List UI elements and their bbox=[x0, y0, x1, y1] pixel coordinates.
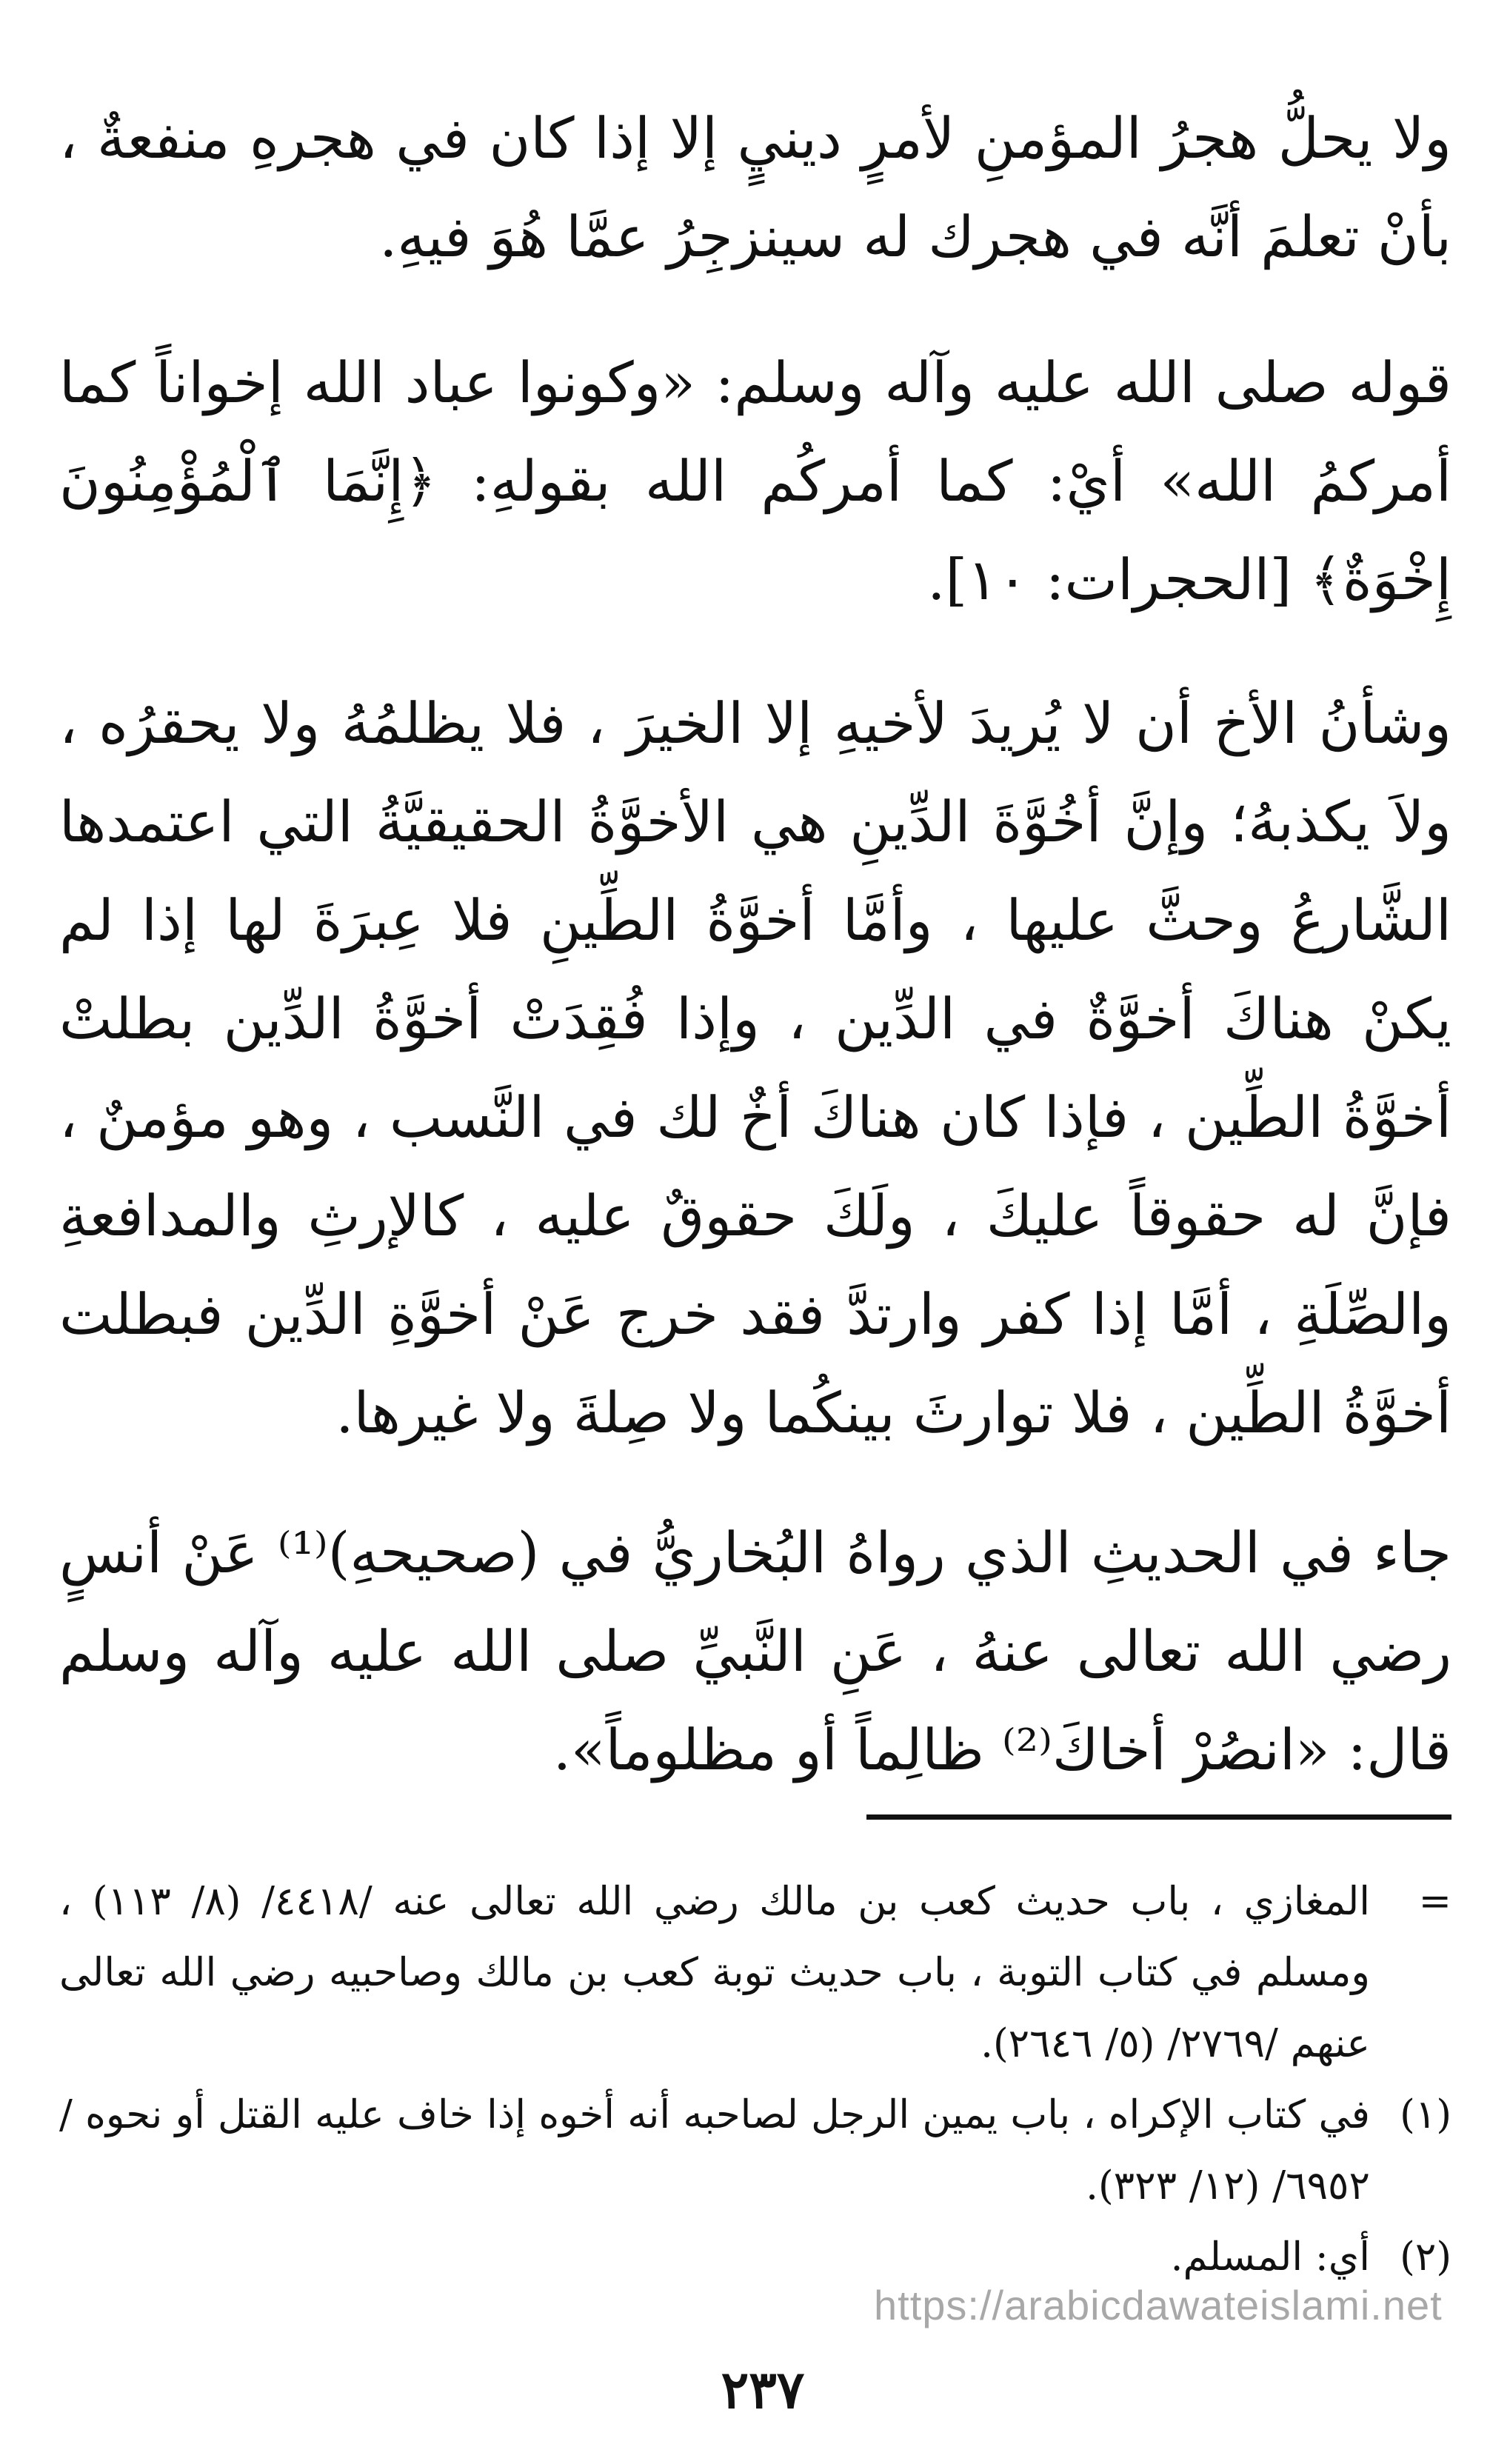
page-number: ٢٣٧ bbox=[721, 2359, 805, 2420]
book-page bbox=[59, 30, 1451, 2444]
footnote-marker: (٢) bbox=[1400, 2234, 1451, 2280]
watermark-url: https://arabicdawateislami.net bbox=[874, 2282, 1443, 2328]
footnote-marker: = bbox=[1418, 1879, 1451, 1924]
footnote-text: المغازي ، باب حديث كعب بن مالك رضي الله تعالى عنه /٤٤١٨/ (٨/ ١١٣) ، ومسلم في كتاب التوبة ، باب حديث توبة كعب بن مالك وصاحبيه رضي الله تعالى عنهم /٢٧٦٩/ (٥/ ٢٦٤٦). bbox=[59, 1879, 1370, 2066]
footnote-text: أي: المسلم. bbox=[1170, 2234, 1370, 2280]
paragraph-hijr: ولا يحلُّ هجرُ المؤمنِ لأمرٍ دينيٍ إلا إذا كان في هجرهِ منفعةٌ ، بأنْ تعلمَ أنَّه في هجرك له سينزجِرُ عمَّا هُوَ فيهِ. bbox=[59, 105, 1451, 270]
footnote-continuation bbox=[59, 1866, 1451, 2080]
paragraph-hadith-bukhari: جاء في الحديثِ الذي رواهُ البُخاريُّ في (صحيحهِ)⁽¹⁾ عَنْ أنسٍ رضي الله تعالى عنهُ ، عَنِ النَّبيِّ صلى الله عليه وآله وسلم قال: «انصُرْ أخاكَ⁽²⁾ ظالِماً أو مظلوماً». bbox=[59, 1520, 1451, 1783]
footnote-text: في كتاب الإكراه ، باب يمين الرجل لصاحبه أنه أخوه إذا خاف عليه القتل أو نحوه /٦٩٥٢/ (١٢/ ٣٢٣). bbox=[59, 2092, 1370, 2208]
footnote-1 bbox=[59, 2080, 1451, 2222]
paragraph-religious-brotherhood: وشأنُ الأخ أن لا يُريدَ لأخيهِ إلا الخيرَ ، فلا يظلمُهُ ولا يحقرُه ، ولاَ يكذبهُ؛ وإنَّ أخُوَّةَ الدِّينِ هي الأخوَّةُ الحقيقيَّةُ التي اعتمدها الشَّارعُ وحثَّ عليها ، وأمَّا أخوَّةُ الطِّينِ فلا عِبرَةَ لها إذا لم يكنْ هناكَ أخوَّةٌ في الدِّين ، وإذا فُقِدَتْ أخوَّةُ الدِّين بطلتْ أخوَّةُ الطِّين ، فإذا كان هناكَ أخٌ لك في النَّسب ، وهو مؤمنٌ ، فإنَّ له حقوقاً عليكَ ، ولَكَ حقوقٌ عليه ، كالإرثِ والمدافعةِ والصِّلَةِ ، أمَّا إذا كفر وارتدَّ فقد خرج عَنْ أخوَّةِ الدِّين فبطلت أخوَّةُ الطِّين ، فلا توارثَ بينكُما ولا صِلةَ ولا غيرها. bbox=[59, 690, 1451, 1446]
paragraph-brotherhood-verse: قوله صلى الله عليه وآله وسلم: «وكونوا عباد الله إخواناً كما أمركمُ الله» أيْ: كما أمركُم الله بقولهِ: ﴿إِنَّمَا ٱلْمُؤْمِنُونَ إِخْوَةٌ﴾ [الحجرات: ١٠]. bbox=[59, 350, 1451, 612]
footnote-marker: (١) bbox=[1400, 2092, 1451, 2137]
footnote-divider bbox=[866, 1814, 1451, 1820]
footnotes bbox=[59, 1866, 1451, 2293]
